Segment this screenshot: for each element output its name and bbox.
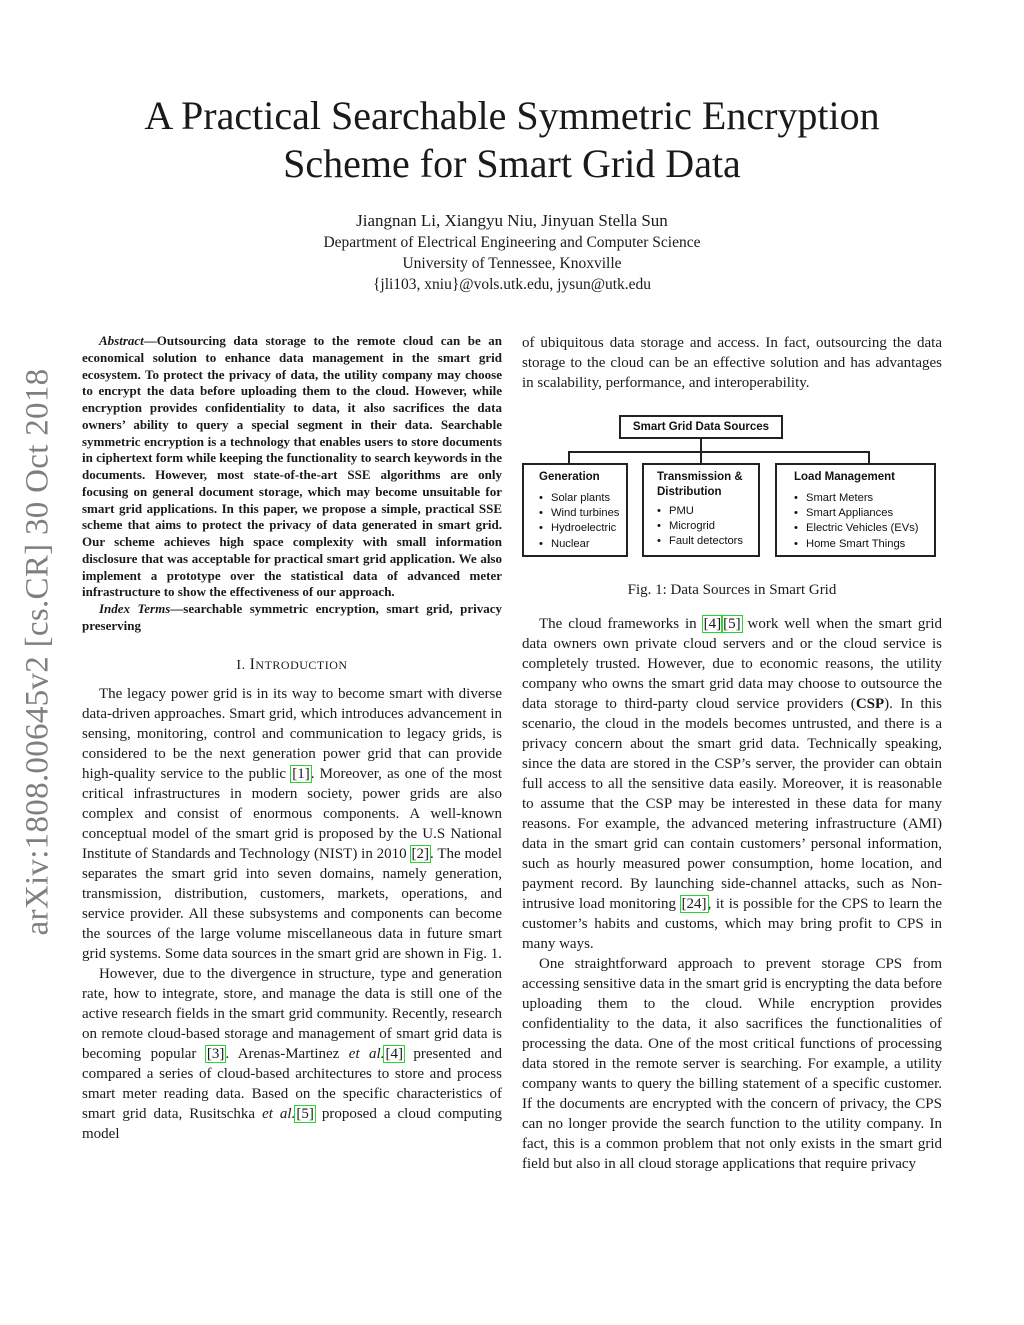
list-item: • Smart Meters: [806, 491, 934, 506]
list-item: • PMU: [669, 504, 758, 519]
paper-title: [100, 92, 924, 188]
diagram-node-list: [539, 491, 626, 552]
text-run: . Arenas-Martinez: [225, 1045, 349, 1062]
diagram-node-title: Generation: [539, 471, 600, 483]
diagram-node-generation: [522, 463, 628, 557]
list-item: • Hydroelectric: [551, 521, 626, 536]
intro-paragraph-2: [82, 964, 502, 1144]
text-run: . The model separates the smart grid into seven domains, namely generation, transmission, distribution, customers, markets, operations, and service provider. All these subsystems and components can become the sources of the large volume miscellaneous data in future smart grid systems. Some data sources in the smart grid are shown in Fig. 1.: [82, 845, 502, 962]
section-heading-introduction: [82, 655, 502, 676]
text-run: presented and compared a series of cloud-based architectures to store and process smart meter reading data. Based on the specific characteristics of smart grid data, Rusitschka: [82, 1045, 502, 1122]
diagram-node-list: [794, 491, 934, 552]
list-item: • Nuclear: [551, 537, 626, 552]
et-al: et al.: [348, 1045, 385, 1062]
citation-link-5[interactable]: [5]: [723, 616, 741, 632]
diagram-root-node: Smart Grid Data Sources: [619, 415, 783, 439]
diagram-node-load-management: [775, 463, 936, 557]
et-al: et al.: [262, 1105, 296, 1122]
text-run: work well when the smart grid data owners own private cloud servers and or the cloud service is completely trusted. However, due to economic reasons, the utility company who owns the smart grid data may choose to outsource the data storage to third-party cloud service providers (: [522, 616, 942, 712]
arxiv-identifier[interactable]: [8, 355, 68, 950]
citation-link-4[interactable]: [4]: [385, 1045, 403, 1062]
text-run: . Moreover, as one of the most critical infrastructures in modern society, power grids are also complex and consist of enormous components. A well-known conceptual model of the smart grid is proposed by the U.S National Institute of Standards and Technology (NIST) in 2010: [82, 765, 502, 862]
title-line-1: A Practical Searchable Symmetric Encryption: [144, 93, 880, 138]
text-run: proposed a cloud computing model: [82, 1105, 502, 1142]
figure-1-diagram: [522, 415, 942, 568]
citation-link-24[interactable]: [24]: [681, 896, 707, 912]
index-terms: [82, 601, 502, 635]
diagram-node-transmission: [642, 463, 760, 557]
text-run: The cloud frameworks in: [539, 616, 703, 632]
body-paragraph-cloud-frameworks: [522, 614, 942, 954]
title-line-2: Scheme for Smart Grid Data: [283, 141, 741, 186]
abstract: [82, 333, 502, 601]
list-item: • Microgrid: [669, 519, 758, 534]
left-column: [82, 333, 502, 1144]
index-terms-label: Index Terms: [99, 601, 171, 616]
list-item: • Electric Vehicles (EVs): [806, 521, 934, 536]
abstract-text: —Outsourcing data storage to the remote cloud can be an economical solution to enhance data management in the smart grid ecosystem. To protect the privacy of data, the utility company may choose to encrypt the data before uploading them to the cloud. However, while encryption provides confidentiality to data, it also sacrifices the data owners’ ability to query a special segment in their data. Searchable symmetric encryption is a technology that enables users to store documents in ciphertext form while keeping the functionality to search keywords in the documents. However, most state-of-the-art SSE algorithms are only focusing on general document storage, which may become unsuitable for smart grid applications. In this paper, we propose a simple, practical SSE scheme that aims to protect the privacy of data generated in smart grid. Our scheme achieves high space complexity with small information disclosure that was acceptable for practical smart grid application. We also implement a prototype over the statistical data of advanced meter infrastructure to show the effectiveness of our approach.: [82, 333, 502, 600]
citation-link-2[interactable]: [2]: [411, 845, 430, 862]
citation-link-3[interactable]: [3]: [206, 1045, 225, 1062]
abstract-label: Abstract: [99, 333, 144, 348]
right-column: [522, 333, 942, 1174]
text-run: , it is possible for the CPS to learn the customer’s habits and customs, which may bring profit to CPS in many ways.: [522, 896, 943, 952]
diagram-node-list: [657, 504, 758, 550]
list-item: • Fault detectors: [669, 534, 758, 549]
continued-paragraph: of ubiquitous data storage and access. In fact, outsourcing the data storage to the cloud can be an effective solution and has advantages in scalability, performance, and interoperability.: [522, 335, 942, 391]
text-run: The legacy power grid is in its way to become smart with diverse data-driven approaches. Smart grid, which introduces advancement in sensing, monitoring, control and communication to legacy grids, is considered to be the next generation power grid that can provide high-quality service to the public: [82, 685, 502, 782]
index-terms-text: —searchable symmetric encryption, smart grid, privacy preserving: [82, 601, 502, 633]
text-run: However, due to the divergence in structure, type and generation rate, how to integrate, store, and manage the data is still one of the active research fields in the smart grid community. Recently, research on remote cloud-based storage and management of smart grid data is becoming popular: [82, 965, 502, 1062]
list-item: • Solar plants: [551, 491, 626, 506]
citation-link-5[interactable]: [5]: [296, 1105, 314, 1122]
diagram-connector: [568, 451, 868, 453]
body-paragraph-encryption: One straightforward approach to prevent storage CPS from accessing sensitive data in the smart grid is encrypting the data before uploading them to the cloud. While encryption provides confidentiality to the data, it also sacrifices the functionalities of processing the data. One of the most critical functions of processing data stored in the remote server is searching. For example, a utility company wants to query the billing statement of a specific customer. If the documents are encrypted with the concern of privacy, the CPS can no longer provide the search function to the utility company. In fact, this is a common problem that not only exists in the smart grid field but also in all cloud storage applications that require privacy: [522, 956, 942, 1172]
arxiv-identifier-text: arXiv:1808.00645v2 [cs.CR] 30 Oct 2018: [19, 368, 56, 936]
author-list: Jiangnan Li, Xiangyu Niu, Jinyuan Stella Sun: [356, 211, 668, 230]
diagram-connector: [868, 451, 870, 463]
citation-link-4[interactable]: [4]: [703, 616, 722, 632]
list-item: • Smart Appliances: [806, 506, 934, 521]
section-title-initial: I: [249, 655, 256, 673]
diagram-node-title: Load Management: [794, 471, 895, 483]
affiliation-university: University of Tennessee, Knoxville: [402, 255, 622, 272]
diagram-node-title: Transmission & Distribution: [657, 471, 743, 498]
author-emails: {jli103, xniu}@vols.utk.edu, jysun@utk.edu: [372, 276, 652, 293]
citation-link-1[interactable]: [1]: [292, 765, 310, 782]
csp-term: CSP: [855, 696, 885, 712]
section-title-rest: NTRODUCTION: [255, 657, 348, 672]
text-run: ). In this scenario, the cloud in the models becomes untrusted, and there is a privacy concern about the smart grid data. Technically speaking, since the data are stored in the CSP’s server, the provider can obtain full access to all the sensitive data easily. Moreover, it is reasonable to assume that the CSP may be interested in these data for many reasons. For example, the advanced metering infrastructure (AMI) data in the smart grid can contain customers’ personal information, such as hourly measured power consumption, home location, and payment record. By launching side-channel attacks, such as Non-intrusive load monitoring: [522, 696, 942, 912]
list-item: • Wind turbines: [551, 506, 626, 521]
list-item: • Home Smart Things: [806, 537, 934, 552]
figure-1-caption: Fig. 1: Data Sources in Smart Grid: [627, 582, 837, 598]
section-numeral: I.: [236, 657, 250, 673]
intro-paragraph-1: [82, 684, 502, 964]
affiliation-department: Department of Electrical Engineering and Computer Science: [323, 234, 701, 251]
